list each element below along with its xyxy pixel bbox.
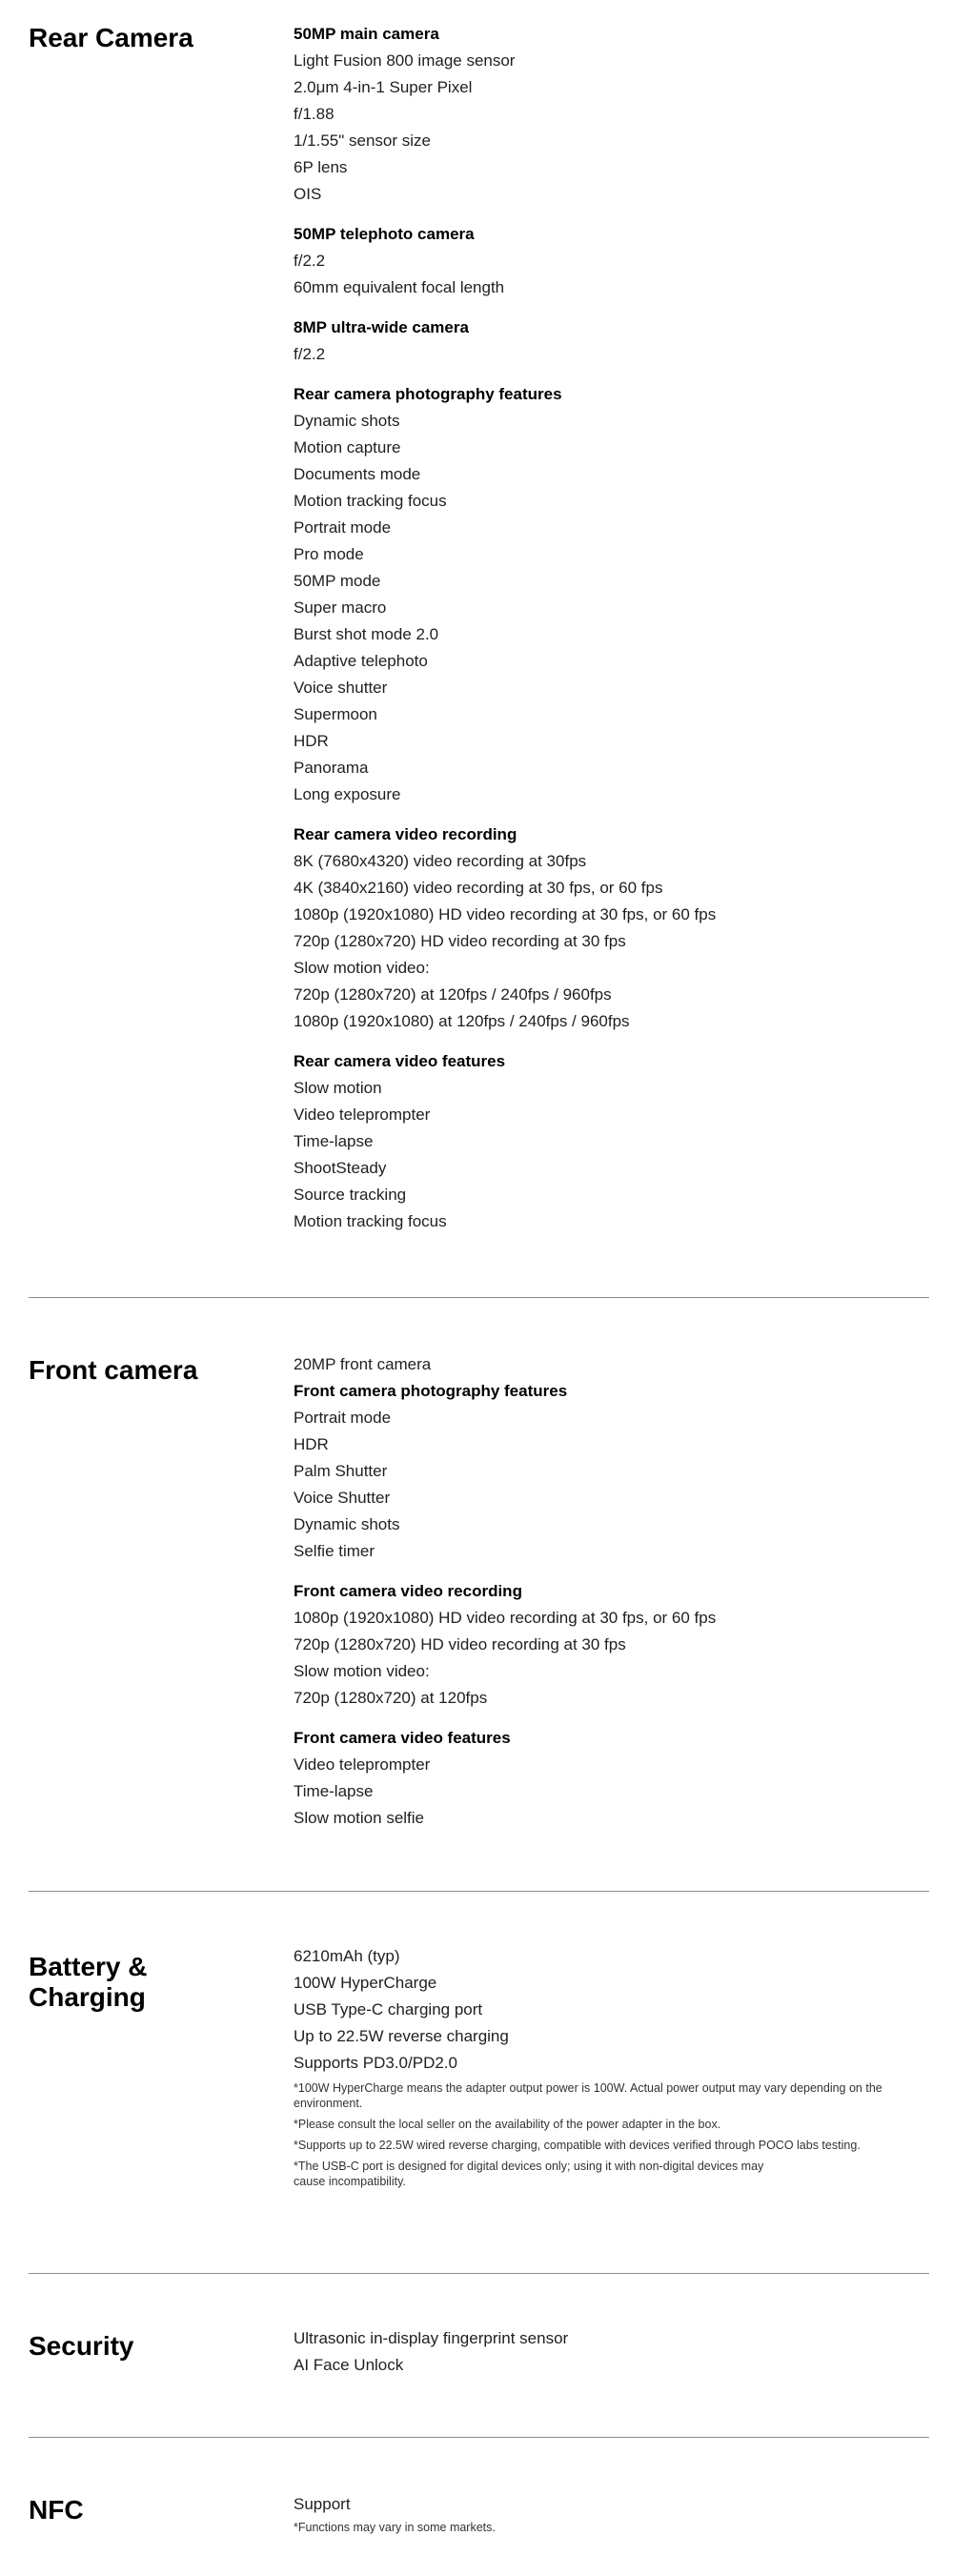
feature-line: Voice Shutter [294,1489,391,1507]
feature-line: Burst shot mode 2.0 [294,625,439,643]
spec-line: 1080p (1920x1080) HD video recording at 30 fps, or 60 fps [294,1609,717,1627]
main-camera-heading: 50MP main camera [294,25,439,43]
battery-section [0,1892,953,2273]
spec-line: 2.0μm 4-in-1 Super Pixel [294,78,473,96]
feature-line: Selfie timer [294,1542,375,1560]
footnote: *100W HyperCharge means the adapter output power is 100W. Actual power output may vary depending on the environment. [294,2081,882,2110]
feature-line: Documents mode [294,465,421,483]
spec-line: 720p (1280x720) at 120fps / 240fps / 960fps [294,985,612,1004]
rear-video-features-group [294,1048,923,1235]
security-section [0,2274,953,2436]
front-photo-features-group [294,1378,923,1565]
ultrawide-camera-heading: 8MP ultra-wide camera [294,318,469,336]
footnote: *Functions may vary in some markets. [294,2521,496,2534]
spec-line: 1080p (1920x1080) at 120fps / 240fps / 960fps [294,1012,630,1030]
front-camera-specs [294,1351,923,1845]
spec-line: Up to 22.5W reverse charging [294,2027,509,2045]
feature-line: Super macro [294,598,387,617]
rear-photo-features-group [294,381,923,808]
feature-line: Adaptive telephoto [294,652,428,670]
spec-line: Slow motion video: [294,1662,430,1680]
feature-line: HDR [294,732,329,750]
feature-line: Time-lapse [294,1132,374,1150]
feature-line: Video teleprompter [294,1105,431,1124]
feature-line: Dynamic shots [294,412,400,430]
feature-line: HDR [294,1435,329,1453]
spec-line: f/1.88 [294,105,335,123]
feature-line: Palm Shutter [294,1462,388,1480]
feature-line: Portrait mode [294,1409,392,1427]
feature-line: 50MP mode [294,572,381,590]
nfc-section [0,2438,953,2571]
footnote: *Supports up to 22.5W wired reverse charging, compatible with devices verified through POCO labs testing. [294,2139,861,2152]
spec-line: Supports PD3.0/PD2.0 [294,2054,457,2072]
feature-line: Portrait mode [294,518,392,537]
spec-line: 1/1.55" sensor size [294,132,432,150]
spec-line: 720p (1280x720) at 120fps [294,1689,488,1707]
feature-line: Motion tracking focus [294,492,447,510]
front-camera-section [0,1298,953,1889]
spec-line: USB Type-C charging port [294,2000,483,2018]
feature-line: Long exposure [294,785,401,803]
footnote: *Please consult the local seller on the availability of the power adapter in the box. [294,2118,721,2131]
section-title-rear-camera: Rear Camera [29,23,193,52]
spec-line: f/2.2 [294,345,326,363]
rear-camera-specs [294,21,923,1248]
feature-line: Video teleprompter [294,1755,431,1774]
spec-line: 720p (1280x720) HD video recording at 30 fps [294,1635,626,1653]
spec-line: 100W HyperCharge [294,1974,437,1992]
feature-line: Time-lapse [294,1782,374,1800]
section-title-front-camera: Front camera [29,1355,198,1385]
feature-line: Motion capture [294,438,401,456]
section-title-battery: Battery & Charging [29,1952,148,2012]
feature-line: Source tracking [294,1186,407,1204]
feature-line: Pro mode [294,545,364,563]
front-video-features-heading: Front camera video features [294,1729,511,1747]
telephoto-camera-group [294,221,923,301]
feature-line: Panorama [294,759,369,777]
spec-line: 6P lens [294,158,348,176]
feature-line: Supermoon [294,705,377,723]
spec-line: 1080p (1920x1080) HD video recording at 30 fps, or 60 fps [294,905,717,923]
front-video-recording-group [294,1578,923,1712]
feature-line: Dynamic shots [294,1515,400,1533]
spec-line: 8K (7680x4320) video recording at 30fps [294,852,587,870]
nfc-specs [294,2491,923,2541]
ultrawide-camera-group [294,314,923,368]
section-title-security: Security [29,2331,134,2361]
telephoto-camera-heading: 50MP telephoto camera [294,225,475,243]
feature-line: ShootSteady [294,1159,387,1177]
front-video-recording-heading: Front camera video recording [294,1582,522,1600]
battery-specs [294,1943,923,2195]
spec-line: OIS [294,185,322,203]
spec-line: 6210mAh (typ) [294,1947,400,1965]
spec-line: Slow motion video: [294,959,430,977]
rear-photo-features-heading: Rear camera photography features [294,385,562,403]
section-title-nfc: NFC [29,2495,84,2525]
spec-line: Light Fusion 800 image sensor [294,51,516,70]
spec-line: f/2.2 [294,252,326,270]
feature-line: Motion tracking focus [294,1212,447,1230]
front-photo-features-heading: Front camera photography features [294,1382,568,1400]
security-specs [294,2325,923,2379]
footnote: *The USB-C port is designed for digital devices only; using it with non-digital devices may cause incompatibility. [294,2160,764,2188]
front-camera-intro [294,1351,923,1378]
feature-line: Voice shutter [294,679,388,697]
spec-line: 60mm equivalent focal length [294,278,505,296]
feature-line: Slow motion selfie [294,1809,425,1827]
feature-line: Slow motion [294,1079,382,1097]
front-video-features-group [294,1725,923,1832]
rear-video-recording-heading: Rear camera video recording [294,825,517,843]
spec-line: 720p (1280x720) HD video recording at 30 fps [294,932,626,950]
spec-line: AI Face Unlock [294,2356,404,2374]
spec-line: 4K (3840x2160) video recording at 30 fps, or 60 fps [294,879,663,897]
rear-video-features-heading: Rear camera video features [294,1052,506,1070]
rear-video-recording-group [294,821,923,1035]
spec-line: 20MP front camera [294,1355,432,1373]
spec-line: Support [294,2495,351,2513]
main-camera-group [294,21,923,208]
spec-line: Ultrasonic in-display fingerprint sensor [294,2329,569,2347]
